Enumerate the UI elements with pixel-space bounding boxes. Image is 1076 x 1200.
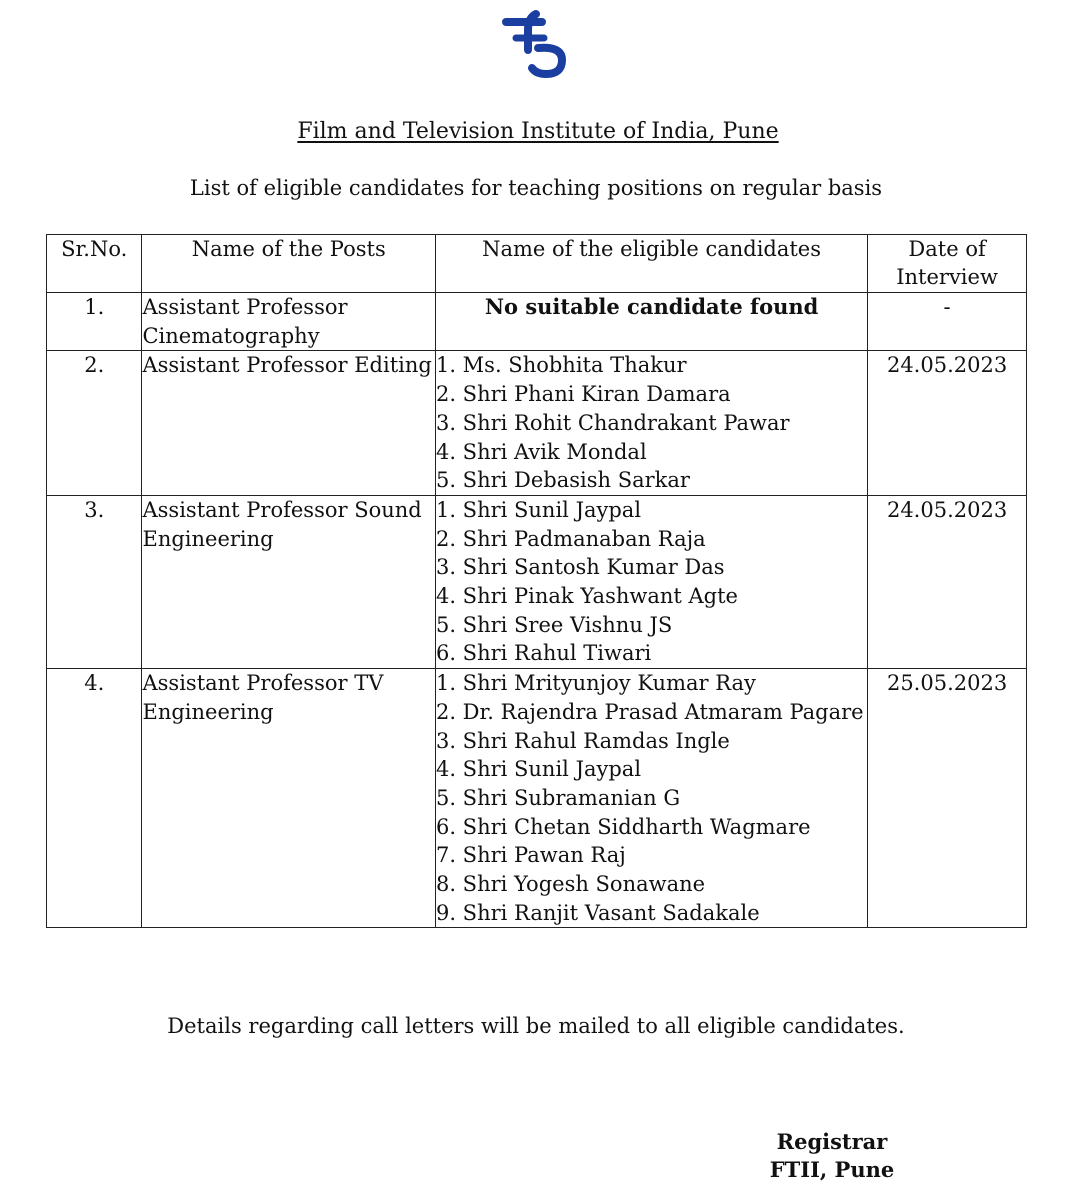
candidate-name: 1. Shri Sunil Jaypal xyxy=(435,497,642,522)
table-row xyxy=(47,495,1027,668)
candidate-name: 6. Shri Chetan Siddharth Wagmare xyxy=(435,814,811,839)
page-subtitle: List of eligible candidates for teaching positions on regular basis xyxy=(189,176,883,200)
candidate-name: 6. Shri Rahul Tiwari xyxy=(435,641,652,666)
post-cell: Assistant Professor Sound Engineering xyxy=(142,495,435,668)
candidate-name: 3. Shri Santosh Kumar Das xyxy=(435,555,725,580)
candidates-cell xyxy=(435,495,867,668)
page-title: Film and Television Institute of India, Pune xyxy=(297,119,779,144)
column-header-sr-no: Sr.No. xyxy=(47,235,142,293)
ftii-emblem-icon xyxy=(498,8,574,78)
candidate-name: 3. Shri Rahul Ramdas Ingle xyxy=(435,728,730,753)
post-cell: Assistant Professor Cinematography xyxy=(142,293,435,351)
post-cell: Assistant Professor TV Engineering xyxy=(142,669,435,928)
candidate-name: 4. Shri Avik Mondal xyxy=(435,439,647,464)
candidates-cell xyxy=(435,669,867,928)
candidates-cell xyxy=(435,351,867,496)
candidate-name: 7. Shri Pawan Raj xyxy=(435,843,626,868)
interview-date-cell: - xyxy=(868,293,1027,351)
interview-date-cell: 25.05.2023 xyxy=(868,669,1027,928)
signature-block xyxy=(742,1128,922,1184)
no-candidate-text: No suitable candidate found xyxy=(484,294,819,319)
candidate-name: 2. Shri Padmanaban Raja xyxy=(435,526,706,551)
column-header-post: Name of the Posts xyxy=(142,235,435,293)
candidate-name: 5. Shri Debasish Sarkar xyxy=(435,468,690,493)
ftii-logo xyxy=(498,8,574,78)
candidate-name: 5. Shri Subramanian G xyxy=(435,785,681,810)
table-row xyxy=(47,669,1027,928)
sr-no-cell: 1. xyxy=(47,293,142,351)
candidate-name: 8. Shri Yogesh Sonawane xyxy=(435,872,706,897)
candidate-name: 3. Shri Rohit Chandrakant Pawar xyxy=(435,410,790,435)
candidate-name: 5. Shri Sree Vishnu JS xyxy=(435,612,673,637)
signatory-office: FTII, Pune xyxy=(769,1157,895,1182)
column-header-interview-date: Date of Interview xyxy=(868,235,1027,293)
candidate-name: 1. Ms. Shobhita Thakur xyxy=(435,353,687,378)
candidate-name: 4. Shri Pinak Yashwant Agte xyxy=(435,584,738,609)
interview-date-cell: 24.05.2023 xyxy=(868,351,1027,496)
candidate-name: 4. Shri Sunil Jaypal xyxy=(435,757,642,782)
sr-no-cell: 2. xyxy=(47,351,142,496)
table-header-row xyxy=(47,235,1027,293)
candidate-name: 9. Shri Ranjit Vasant Sadakale xyxy=(435,900,760,925)
candidate-name: 2. Dr. Rajendra Prasad Atmaram Pagare xyxy=(435,699,864,724)
sr-no-cell: 3. xyxy=(47,495,142,668)
post-cell: Assistant Professor Editing xyxy=(142,351,435,496)
footer-note: Details regarding call letters will be mailed to all eligible candidates. xyxy=(167,1014,905,1038)
candidates-cell xyxy=(435,293,867,351)
table-row xyxy=(47,351,1027,496)
signatory-title: Registrar xyxy=(776,1129,888,1154)
interview-date-cell: 24.05.2023 xyxy=(868,495,1027,668)
table-row xyxy=(47,293,1027,351)
candidates-table xyxy=(46,234,1027,928)
candidate-name: 1. Shri Mrityunjoy Kumar Ray xyxy=(435,671,756,696)
sr-no-cell: 4. xyxy=(47,669,142,928)
candidate-name: 2. Shri Phani Kiran Damara xyxy=(435,382,731,407)
column-header-candidates: Name of the eligible candidates xyxy=(435,235,867,293)
